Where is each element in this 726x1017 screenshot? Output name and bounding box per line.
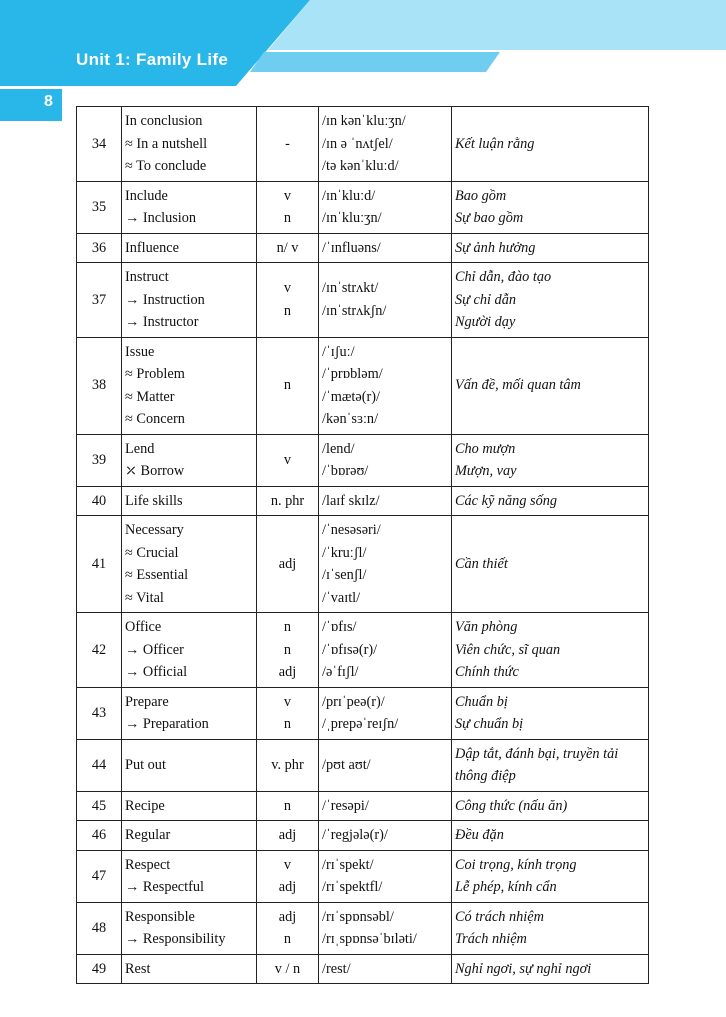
meaning-line: Chính thức bbox=[455, 664, 519, 680]
word-cell bbox=[122, 516, 257, 613]
word-cell bbox=[122, 337, 257, 434]
word-line: → Inclusion bbox=[125, 210, 197, 226]
pronunciation-cell bbox=[319, 233, 452, 263]
word-line: → Instruction bbox=[125, 291, 205, 308]
pronunciation-line: /ˈvaɪtl/ bbox=[322, 589, 361, 606]
part-of-speech-line: n bbox=[283, 377, 292, 394]
table-row bbox=[77, 613, 649, 688]
part-of-speech-cell bbox=[257, 687, 319, 739]
meaning-line: Người dạy bbox=[455, 314, 516, 330]
pronunciation-line: /kənˈsɜːn/ bbox=[322, 411, 379, 427]
meaning-cell bbox=[452, 434, 649, 486]
part-of-speech-cell bbox=[257, 486, 319, 516]
word-cell bbox=[122, 613, 257, 688]
pronunciation-line: /tə kənˈkluːd/ bbox=[322, 158, 399, 174]
pronunciation-cell bbox=[319, 486, 452, 516]
meaning-cell bbox=[452, 791, 649, 821]
part-of-speech-cell bbox=[257, 954, 319, 984]
word-line: ≈ Vital bbox=[125, 589, 164, 606]
part-of-speech-line: v bbox=[283, 856, 292, 873]
word-line: → Respectful bbox=[125, 879, 205, 895]
pronunciation-line: /ɪˈsenʃl/ bbox=[322, 567, 367, 583]
part-of-speech-cell bbox=[257, 181, 319, 233]
meaning-line: Các kỹ năng sống bbox=[455, 492, 558, 509]
word-cell bbox=[122, 107, 257, 182]
part-of-speech-cell bbox=[257, 613, 319, 688]
table-row bbox=[77, 739, 649, 791]
word-cell bbox=[122, 902, 257, 954]
page-number: 8 bbox=[44, 93, 53, 110]
word-line: ≈ In a nutshell bbox=[125, 135, 208, 152]
pronunciation-line: /ɪnˈstrʌkʃn/ bbox=[322, 302, 387, 319]
part-of-speech-cell bbox=[257, 434, 319, 486]
meaning-line: Dập tắt, đánh bại, truyền tải thông điệp bbox=[455, 745, 619, 784]
meaning-line: Bao gồm bbox=[455, 187, 507, 204]
unit-title: Unit 1: Family Life bbox=[76, 50, 229, 69]
word-line: → Official bbox=[125, 664, 188, 680]
entry-number: 46 bbox=[77, 821, 122, 851]
meaning-cell bbox=[452, 821, 649, 851]
pronunciation-line: /ˈɪnfluəns/ bbox=[322, 239, 381, 256]
entry-number: 49 bbox=[77, 954, 122, 984]
table-row bbox=[77, 233, 649, 263]
entry-number: 47 bbox=[77, 850, 122, 902]
pronunciation-cell bbox=[319, 263, 452, 338]
meaning-line: Đều đặn bbox=[455, 827, 504, 843]
meaning-line: Văn phòng bbox=[455, 619, 518, 635]
pronunciation-line: /ɪnˈkluːd/ bbox=[322, 187, 376, 204]
pronunciation-cell bbox=[319, 613, 452, 688]
word-line: Regular bbox=[125, 827, 171, 843]
word-cell bbox=[122, 687, 257, 739]
pronunciation-line: /rɪˌspɒnsəˈbɪləti/ bbox=[322, 931, 417, 947]
meaning-line: Vấn đề, mối quan tâm bbox=[455, 377, 581, 394]
pronunciation-cell bbox=[319, 739, 452, 791]
meaning-cell bbox=[452, 107, 649, 182]
part-of-speech-line: n bbox=[283, 619, 292, 635]
part-of-speech-cell bbox=[257, 107, 319, 182]
entry-number: 38 bbox=[77, 337, 122, 434]
pronunciation-cell bbox=[319, 954, 452, 984]
word-cell bbox=[122, 954, 257, 984]
pronunciation-cell bbox=[319, 107, 452, 182]
word-line: ≈ Crucial bbox=[125, 544, 179, 561]
word-line: Necessary bbox=[125, 522, 184, 538]
word-line: Rest bbox=[125, 960, 151, 977]
table-row bbox=[77, 107, 649, 182]
part-of-speech-line: n bbox=[283, 641, 292, 658]
word-line: Office bbox=[125, 619, 162, 635]
pronunciation-line: /ˈprɒbləm/ bbox=[322, 366, 383, 382]
meaning-line: Sự chuẩn bị bbox=[455, 716, 524, 732]
word-line: ≈ Matter bbox=[125, 388, 175, 405]
word-line: Put out bbox=[125, 756, 166, 773]
pronunciation-line: /ˈkruːʃl/ bbox=[322, 544, 367, 561]
word-line: Influence bbox=[125, 239, 179, 256]
part-of-speech-line: n/ v bbox=[276, 239, 299, 256]
pronunciation-cell bbox=[319, 687, 452, 739]
pronunciation-cell bbox=[319, 821, 452, 851]
meaning-cell bbox=[452, 181, 649, 233]
word-line: Respect bbox=[125, 856, 171, 873]
word-line: ≈ Essential bbox=[125, 567, 189, 583]
part-of-speech-cell bbox=[257, 791, 319, 821]
pronunciation-line: /ˈmætə(r)/ bbox=[322, 388, 380, 405]
table-row bbox=[77, 902, 649, 954]
part-of-speech-line: adj bbox=[278, 555, 297, 572]
word-cell bbox=[122, 821, 257, 851]
word-cell bbox=[122, 233, 257, 263]
word-cell bbox=[122, 739, 257, 791]
entry-number: 43 bbox=[77, 687, 122, 739]
meaning-cell bbox=[452, 516, 649, 613]
meaning-cell bbox=[452, 687, 649, 739]
entry-number: 48 bbox=[77, 902, 122, 954]
table-row bbox=[77, 263, 649, 338]
meaning-line: Cần thiết bbox=[455, 555, 508, 572]
pronunciation-line: /ˈɒfɪsə(r)/ bbox=[322, 641, 378, 658]
vocabulary-table-body bbox=[77, 107, 649, 984]
meaning-cell bbox=[452, 850, 649, 902]
pronunciation-line: /ˌprepəˈreɪʃn/ bbox=[322, 716, 399, 732]
pronunciation-cell bbox=[319, 902, 452, 954]
meaning-line: Chuẩn bị bbox=[455, 693, 508, 710]
part-of-speech-line: n bbox=[283, 797, 292, 814]
pronunciation-line: /pʊt aʊt/ bbox=[322, 756, 371, 773]
pronunciation-cell bbox=[319, 850, 452, 902]
word-line: Prepare bbox=[125, 693, 169, 710]
part-of-speech-cell bbox=[257, 337, 319, 434]
part-of-speech-line: n bbox=[283, 931, 292, 947]
part-of-speech-cell bbox=[257, 233, 319, 263]
word-line: ≈ Concern bbox=[125, 411, 185, 427]
meaning-cell bbox=[452, 739, 649, 791]
entry-number: 45 bbox=[77, 791, 122, 821]
part-of-speech-line: n. phr bbox=[270, 492, 305, 509]
page-header bbox=[0, 0, 726, 120]
header-band-dark bbox=[0, 0, 310, 86]
table-row bbox=[77, 486, 649, 516]
meaning-line: Sự ảnh hưởng bbox=[455, 239, 536, 256]
meaning-line: Công thức (nấu ăn) bbox=[455, 797, 568, 814]
table-row bbox=[77, 850, 649, 902]
word-line: Responsible bbox=[125, 908, 195, 925]
pronunciation-line: /laɪf skɪlz/ bbox=[322, 492, 380, 509]
pronunciation-cell bbox=[319, 434, 452, 486]
part-of-speech-line: v. phr bbox=[271, 756, 304, 773]
meaning-line: Mượn, vay bbox=[455, 463, 517, 479]
part-of-speech-line: adj bbox=[278, 827, 297, 843]
part-of-speech-line: adj bbox=[278, 879, 297, 895]
part-of-speech-cell bbox=[257, 902, 319, 954]
table-row bbox=[77, 821, 649, 851]
pronunciation-cell bbox=[319, 516, 452, 613]
part-of-speech-line: v bbox=[283, 280, 292, 297]
part-of-speech-cell bbox=[257, 263, 319, 338]
word-line: Include bbox=[125, 187, 168, 204]
meaning-line: Sự chỉ dẫn bbox=[455, 291, 517, 308]
table-row bbox=[77, 687, 649, 739]
word-line: Lend bbox=[125, 440, 155, 457]
entry-number: 36 bbox=[77, 233, 122, 263]
word-cell bbox=[122, 263, 257, 338]
word-line: → Responsibility bbox=[125, 931, 226, 947]
word-line: In conclusion bbox=[125, 113, 203, 129]
part-of-speech-line: adj bbox=[278, 908, 297, 925]
pronunciation-line: /ɪn kənˈkluːʒn/ bbox=[322, 113, 406, 129]
pronunciation-cell bbox=[319, 337, 452, 434]
table-row bbox=[77, 337, 649, 434]
word-cell bbox=[122, 850, 257, 902]
pronunciation-line: /ˈresəpi/ bbox=[322, 797, 369, 814]
word-line: Recipe bbox=[125, 797, 165, 814]
entry-number: 35 bbox=[77, 181, 122, 233]
part-of-speech-line: v bbox=[283, 451, 292, 468]
pronunciation-line: /ˈbɒrəʊ/ bbox=[322, 463, 369, 479]
part-of-speech-line: v / n bbox=[274, 960, 301, 977]
word-line: Life skills bbox=[125, 492, 183, 509]
pronunciation-line: /prɪˈpeə(r)/ bbox=[322, 693, 385, 710]
meaning-line: Chỉ dẫn, đào tạo bbox=[455, 269, 552, 285]
part-of-speech-line: n bbox=[283, 302, 292, 319]
entry-number: 40 bbox=[77, 486, 122, 516]
meaning-line: Lễ phép, kính cẩn bbox=[455, 879, 557, 895]
word-cell bbox=[122, 486, 257, 516]
pronunciation-line: /rɪˈspekt/ bbox=[322, 856, 374, 873]
pronunciation-line: /ɪnˈkluːʒn/ bbox=[322, 210, 382, 226]
entry-number: 34 bbox=[77, 107, 122, 182]
pronunciation-line: /ˈɒfɪs/ bbox=[322, 619, 357, 635]
meaning-cell bbox=[452, 954, 649, 984]
header-band-light bbox=[268, 0, 726, 50]
part-of-speech-line: v bbox=[283, 187, 292, 204]
meaning-line: Có trách nhiệm bbox=[455, 908, 544, 925]
word-line: ≈ Problem bbox=[125, 366, 185, 382]
pronunciation-cell bbox=[319, 791, 452, 821]
word-cell bbox=[122, 791, 257, 821]
pronunciation-cell bbox=[319, 181, 452, 233]
table-row bbox=[77, 516, 649, 613]
entry-number: 37 bbox=[77, 263, 122, 338]
meaning-line: Coi trọng, kính trọng bbox=[455, 856, 577, 873]
vocabulary-table bbox=[76, 106, 649, 984]
meaning-cell bbox=[452, 337, 649, 434]
pronunciation-line: /rɪˈspektfl/ bbox=[322, 879, 383, 895]
pronunciation-line: /ɪnˈstrʌkt/ bbox=[322, 280, 379, 297]
pronunciation-line: /ˈɪʃuː/ bbox=[322, 343, 355, 360]
table-row bbox=[77, 954, 649, 984]
word-line: → Instructor bbox=[125, 314, 199, 330]
meaning-cell bbox=[452, 263, 649, 338]
entry-number: 39 bbox=[77, 434, 122, 486]
entry-number: 44 bbox=[77, 739, 122, 791]
part-of-speech-line: v bbox=[283, 693, 292, 710]
entry-number: 42 bbox=[77, 613, 122, 688]
pronunciation-line: /rest/ bbox=[322, 960, 351, 977]
word-line: ⤫ Borrow bbox=[125, 463, 185, 479]
pronunciation-line: /lend/ bbox=[322, 440, 355, 457]
word-line: Issue bbox=[125, 343, 155, 360]
meaning-line: Viên chức, sĩ quan bbox=[455, 641, 561, 658]
word-line: ≈ To conclude bbox=[125, 158, 207, 174]
table-row bbox=[77, 791, 649, 821]
word-line: → Preparation bbox=[125, 716, 209, 732]
part-of-speech-line: n bbox=[283, 716, 292, 732]
part-of-speech-cell bbox=[257, 850, 319, 902]
meaning-cell bbox=[452, 233, 649, 263]
table-row bbox=[77, 181, 649, 233]
part-of-speech-line: - bbox=[285, 135, 290, 152]
pronunciation-line: /ɪn ə ˈnʌtʃel/ bbox=[322, 135, 393, 152]
meaning-cell bbox=[452, 486, 649, 516]
table-row bbox=[77, 434, 649, 486]
part-of-speech-cell bbox=[257, 821, 319, 851]
part-of-speech-cell bbox=[257, 516, 319, 613]
meaning-line: Nghỉ ngơi, sự nghỉ ngơi bbox=[455, 960, 592, 977]
meaning-cell bbox=[452, 613, 649, 688]
pronunciation-line: /ˈregjələ(r)/ bbox=[322, 827, 388, 843]
meaning-line: Sự bao gồm bbox=[455, 210, 524, 226]
part-of-speech-cell bbox=[257, 739, 319, 791]
word-line: Instruct bbox=[125, 269, 169, 285]
word-cell bbox=[122, 181, 257, 233]
pronunciation-line: /ˈnesəsəri/ bbox=[322, 522, 381, 538]
part-of-speech-line: n bbox=[283, 210, 292, 226]
word-line: → Officer bbox=[125, 641, 184, 658]
entry-number: 41 bbox=[77, 516, 122, 613]
meaning-line: Trách nhiệm bbox=[455, 931, 527, 947]
pronunciation-line: /rɪˈspɒnsəbl/ bbox=[322, 908, 394, 925]
header-band-mid bbox=[250, 52, 500, 72]
meaning-line: Cho mượn bbox=[455, 440, 516, 457]
word-cell bbox=[122, 434, 257, 486]
part-of-speech-line: adj bbox=[278, 664, 297, 680]
meaning-cell bbox=[452, 902, 649, 954]
meaning-line: Kết luận rằng bbox=[455, 135, 535, 152]
pronunciation-line: /əˈfɪʃl/ bbox=[322, 664, 359, 680]
